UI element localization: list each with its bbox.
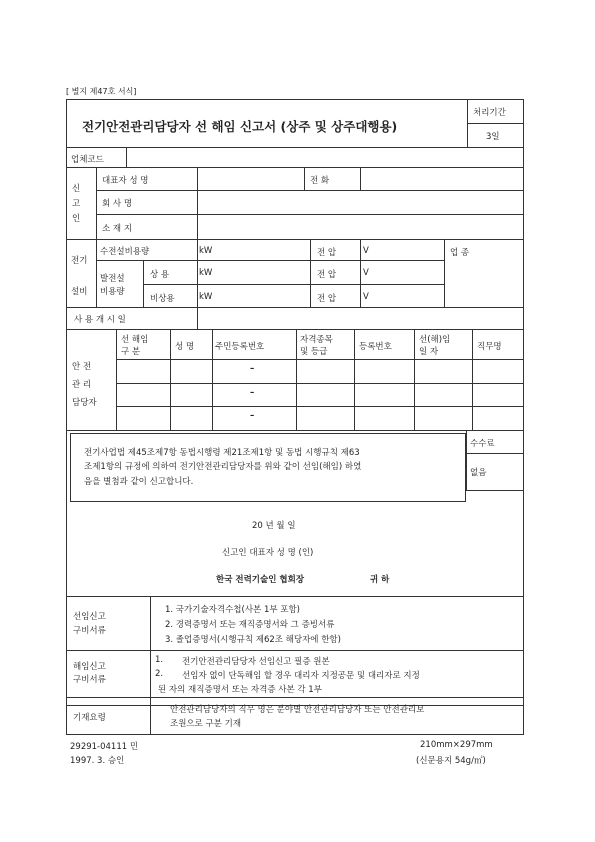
divider [414, 329, 415, 430]
divider [466, 490, 524, 491]
divider [66, 147, 524, 148]
dismiss-docs-label-2: 구비서류 [73, 675, 106, 685]
divider [96, 167, 97, 239]
phone-field[interactable] [361, 168, 523, 190]
notes-line-2: 조원으로 구분 기재 [170, 719, 242, 729]
volt-unit: V [363, 292, 369, 302]
business-code-label: 업체코드 [71, 155, 104, 165]
col-registration-number: 등록번호 [359, 342, 392, 352]
business-type-label: 업 종 [450, 248, 470, 258]
divider [212, 329, 213, 430]
divider [472, 329, 473, 430]
declaration-line-1: 전기사업법 제45조제7항 동법시행령 제21조제1항 및 동법 시행규칙 제63 [84, 448, 360, 458]
appoint-doc-item: 3. 졸업증명서(시행규칙 제62조 해당자에 한함) [165, 635, 341, 645]
dismiss-doc-item-2-number: 2. [155, 669, 164, 679]
divider [116, 329, 117, 430]
divider [444, 239, 445, 307]
appoint-docs-label-2: 구비서류 [73, 626, 106, 636]
divider [126, 147, 127, 167]
paper-spec: (신문용지 54g/㎡) [416, 756, 486, 766]
phone-label: 전 화 [310, 176, 330, 186]
col-date: 선(해)임 [419, 335, 451, 345]
form-number: [ 별지 제47호 서식] [66, 87, 137, 96]
resident-number-dash: – [250, 411, 255, 421]
start-date-label: 사 용 개 시 일 [74, 315, 126, 325]
normal-use-label: 상 용 [150, 270, 170, 280]
start-date-field[interactable] [198, 308, 523, 329]
dismiss-doc-item-2: 선임자 없이 단독해임 할 경우 대리자 지정공문 및 대리자로 지정 [182, 671, 420, 681]
form-code: 29291-04111 민 [70, 742, 139, 752]
divider [96, 260, 444, 261]
col-duty: 직무명 [477, 342, 502, 352]
address-field[interactable] [198, 215, 523, 238]
divider [360, 239, 361, 307]
volt-unit: V [363, 246, 369, 256]
safety-manager-label: 안 전 관 리 담당자 [72, 362, 97, 408]
divider [116, 383, 524, 384]
col-license: 자격종목 [300, 335, 333, 345]
address-label: 소 재 지 [102, 224, 133, 234]
divider [96, 239, 97, 307]
dismiss-doc-item-1: 전기안전관리담당자 선임신고 필증 원본 [182, 657, 330, 667]
col-resident-number: 주민등록번호 [215, 342, 265, 352]
appoint-docs-label-1: 선임신고 [73, 612, 106, 622]
divider [150, 697, 151, 735]
recipient-honorific: 귀 하 [370, 575, 390, 585]
notes-label: 기재요령 [73, 713, 106, 723]
notes-line-1: 안전관리담당자의 직무 명은 분야별 안전관리담당자 또는 안전관리보 [170, 705, 425, 715]
dismiss-docs-label-1: 해임신고 [73, 662, 106, 672]
col-license-2: 및 등급 [300, 347, 328, 357]
representative-name-field[interactable] [198, 168, 304, 190]
col-appoint-type-2: 구 분 [121, 347, 141, 357]
fee-label: 수수료 [470, 439, 495, 449]
divider [150, 596, 151, 706]
dismiss-doc-item-1-number: 1. [155, 655, 164, 665]
voltage-label: 전 압 [317, 270, 337, 280]
company-name-field[interactable] [198, 191, 523, 214]
declaration-line-3: 음을 별첨과 같이 신고합니다. [84, 477, 194, 487]
processing-period-label: 처리기간 [473, 108, 506, 118]
applicant-label: 신 고 인 [72, 184, 81, 224]
generation-capacity-label-1: 발전설 [100, 274, 125, 284]
electrical-label-1: 전기 [71, 256, 88, 266]
appoint-doc-item: 1. 국가기술자격수첩(사본 1부 포함) [165, 605, 301, 615]
divider [143, 284, 444, 285]
col-date-2: 일 자 [419, 347, 439, 357]
divider [66, 430, 524, 431]
emergency-use-label: 비상용 [150, 294, 175, 304]
divider [466, 430, 467, 490]
divider [116, 359, 524, 360]
paper-size: 210mm×297mm [420, 740, 493, 750]
resident-number-dash: – [250, 364, 255, 374]
divider [354, 329, 355, 430]
divider [170, 329, 171, 430]
divider [66, 239, 524, 240]
divider [304, 167, 305, 190]
voltage-label: 전 압 [317, 248, 337, 258]
kw-unit: kW [199, 268, 213, 278]
generation-capacity-label-2: 비용량 [100, 287, 125, 297]
divider [466, 453, 524, 454]
dismiss-doc-item-2-cont: 된 자의 재직증명서 또는 자격증 사본 각 1부 [158, 685, 322, 695]
divider [296, 329, 297, 430]
company-label: 회 사 명 [102, 199, 133, 209]
volt-unit: V [363, 268, 369, 278]
divider [66, 596, 524, 597]
divider [467, 123, 524, 124]
divider [116, 406, 524, 407]
voltage-label: 전 압 [317, 294, 337, 304]
divider [310, 239, 311, 307]
divider [66, 329, 524, 330]
representative-label: 대표자 성 명 [102, 176, 149, 186]
approval-date: 1997. 3. 승인 [70, 756, 125, 766]
declarant-line: 신고인 대표자 성 명 (인) [222, 548, 314, 558]
appoint-doc-item: 2. 경력증명서 또는 재직증명서와 그 증빙서류 [165, 620, 335, 630]
fee-value: 없음 [470, 468, 487, 478]
declaration-line-2: 조제1항의 규정에 의하여 전기안전관리담당자를 위와 같이 선임(해임) 하였 [84, 462, 362, 472]
electrical-label-2: 설비 [71, 287, 88, 297]
date-line: 20 년 월 일 [252, 521, 296, 531]
recipient: 한국 전력기술인 협회장 [216, 575, 305, 585]
kw-unit: kW [199, 292, 213, 302]
col-appoint-type: 선 해임 [121, 335, 149, 345]
kw-unit: kW [199, 246, 213, 256]
resident-number-dash: – [250, 388, 255, 398]
divider [197, 239, 198, 307]
col-name: 성 명 [175, 342, 195, 352]
divider [66, 650, 524, 651]
form-title: 전기안전관리담당자 선 해임 신고서 (상주 및 상주대행용) [82, 119, 398, 134]
processing-period-value: 3일 [486, 132, 500, 142]
receiving-capacity-label: 수전설비용량 [100, 247, 150, 257]
